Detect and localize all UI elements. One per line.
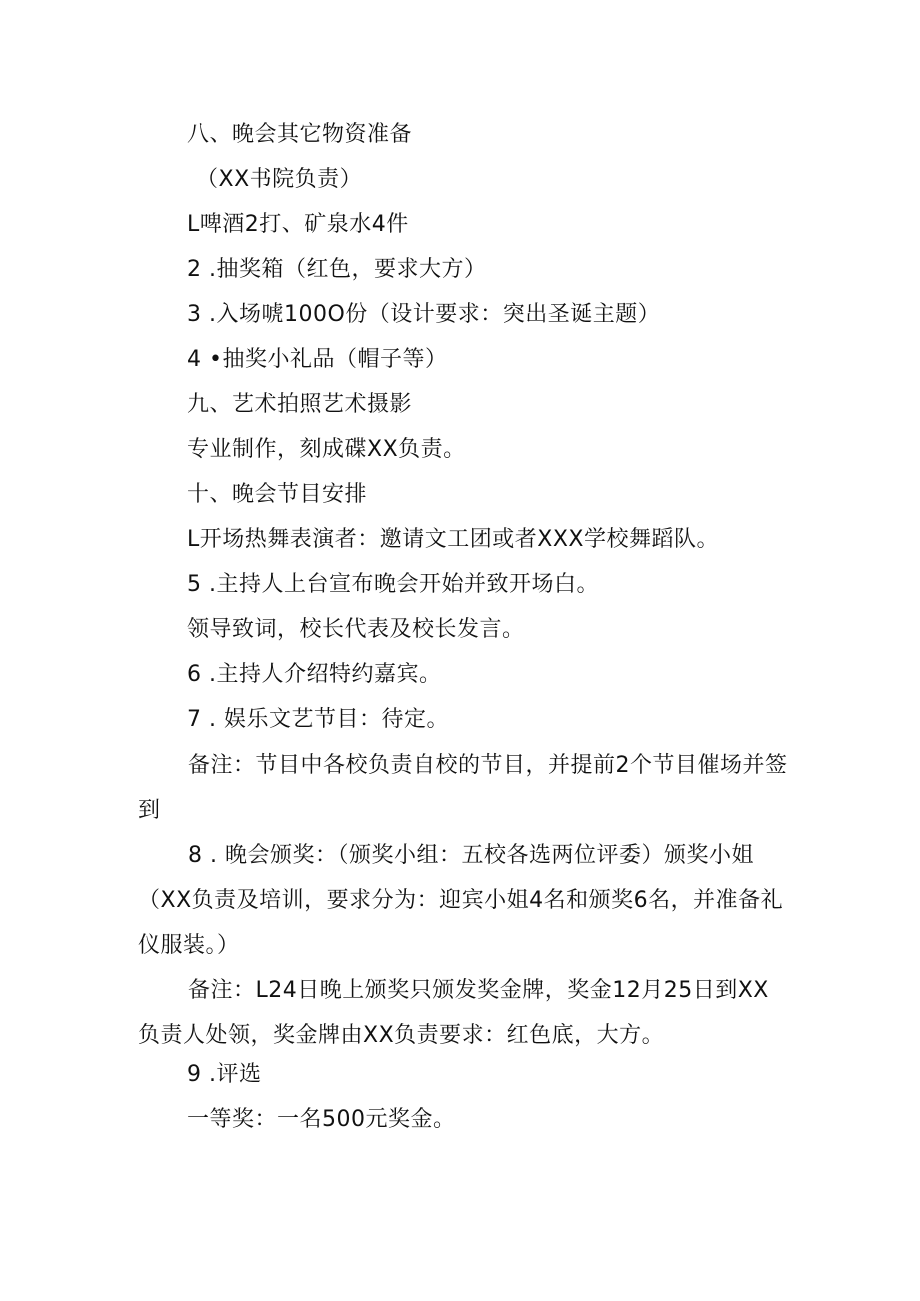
- list-item: 5 .主持人上台宣布晚会开始并致开场白。: [187, 572, 599, 597]
- note-paragraph: 备注：节目中各校负责自校的节目，并提前2个节目催场并签到: [138, 753, 788, 823]
- list-item: 3 .入场唬100O份（设计要求：突出圣诞主题）: [187, 302, 661, 327]
- section-heading-materials: 八、晚会其它物资准备: [187, 122, 413, 147]
- text-line: 一等奖：一名500元奖金。: [187, 1107, 456, 1132]
- list-item: 2 .抽奖箱（红色，要求大方）: [187, 257, 487, 282]
- text-line: 领导致词，校长代表及校长发言。: [187, 617, 525, 642]
- section-heading-program: 十、晚会节目安排: [187, 482, 368, 507]
- list-item: L开场热舞表演者：邀请文工团或者XXX学校舞蹈队。: [187, 527, 719, 552]
- list-item: L啤酒2打、矿泉水4件: [187, 212, 409, 237]
- list-item: 4 •抽奖小礼品（帽子等）: [187, 347, 448, 372]
- text-line: 专业制作，刻成碟XX负责。: [187, 437, 466, 462]
- list-item: 6 .主持人介绍特约嘉宾。: [187, 662, 442, 687]
- list-item: 9 .评选: [187, 1062, 262, 1087]
- section-heading-photography: 九、艺术拍照艺术摄影: [187, 392, 413, 417]
- note-paragraph: 备注：L24日晚上颁奖只颁发奖金牌，奖金12月25日到XX负责人处领，奖金牌由XX负责要求：红色底，大方。: [138, 978, 769, 1048]
- text-line: （XX书院负责）: [196, 167, 363, 192]
- list-item: 7 . 娱乐文艺节目：待定。: [187, 707, 449, 732]
- awards-paragraph: 8 . 晚会颁奖：（颁奖小组：五校各选两位评委）颁奖小姐（XX负责及培训，要求分为：迎宾小姐4名和颁奖6名，并准备礼仪服装。）: [138, 843, 784, 958]
